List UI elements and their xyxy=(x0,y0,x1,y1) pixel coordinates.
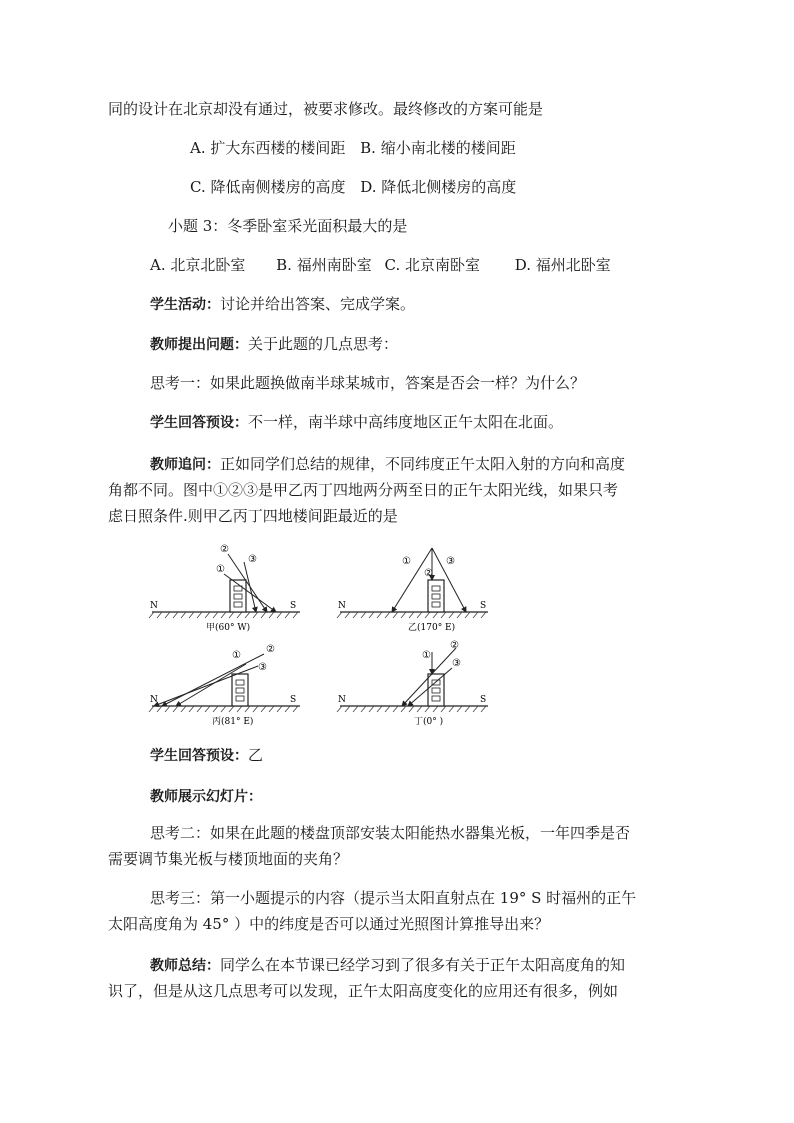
label-circled-3: ③ xyxy=(248,554,257,565)
sun-ray-1 xyxy=(392,548,432,612)
panel-ding xyxy=(337,640,488,727)
student-activity xyxy=(150,294,415,315)
student-activity-text: 讨论并给出答案、完成学案。 xyxy=(220,295,416,313)
label-circled-2: ② xyxy=(424,568,433,579)
label-circled-2: ② xyxy=(266,644,275,655)
sun-ray-2 xyxy=(162,654,264,706)
student-answer-2-label: 学生回答预设： xyxy=(150,748,248,764)
label-south: S xyxy=(290,601,297,611)
label-south: S xyxy=(480,695,487,705)
option-d: D. 降低北侧楼房的高度 xyxy=(360,178,517,196)
option3-c: C. 北京南卧室 xyxy=(384,256,480,274)
think-one: 思考一：如果此题换做南半球某城市，答案是否会一样？为什么？ xyxy=(150,374,586,392)
label-north: N xyxy=(150,601,158,611)
option-b: B. 缩小南北楼的楼间距 xyxy=(360,139,516,157)
caption-ding: 丁(0° ) xyxy=(414,717,444,727)
think-three-line1: 思考三：第一小题提示的内容（提示当太阳直射点在 19° S 时福州的正午 xyxy=(150,889,637,907)
think-two-line1: 思考二：如果在此题的楼盘顶部安装太阳能热水器集光板，一年四季是否 xyxy=(150,824,631,842)
sun-angle-diagram xyxy=(140,540,500,730)
option3-a: A. 北京北卧室 xyxy=(150,256,246,274)
label-circled-2: ② xyxy=(220,544,229,555)
teacher-question-text: 关于此题的几点思考： xyxy=(248,335,399,353)
label-circled-1: ① xyxy=(402,556,411,567)
label-circled-3: ③ xyxy=(446,556,455,567)
ground-hatch xyxy=(337,706,486,712)
teacher-summary-label: 教师总结： xyxy=(150,958,220,974)
panel-yi xyxy=(337,548,488,633)
subquestion-3: 小题 3：冬季卧室采光面积最大的是 xyxy=(168,217,408,235)
teacher-summary-line2: 识了，但是从这几点思考可以发现，正午太阳高度变化的应用还有很多，例如 xyxy=(108,982,619,1000)
student-answer-1-text: 不一样，南半球中高纬度地区正午太阳在北面。 xyxy=(248,413,564,431)
label-south: S xyxy=(290,695,297,705)
teacher-followup-text1: 正如同学们总结的规律，不同纬度正午太阳入射的方向和高度 xyxy=(220,455,626,473)
teacher-summary-text1: 同学么在本节课已经学习到了很多有关于正午太阳高度角的知 xyxy=(220,956,626,974)
label-circled-1: ① xyxy=(216,564,225,575)
option3-b: B. 福州南卧室 xyxy=(276,256,372,274)
ground-hatch xyxy=(149,706,298,712)
option-a: A. 扩大东西楼的楼间距 xyxy=(190,139,346,157)
label-circled-1: ① xyxy=(422,650,431,661)
teacher-followup-line3: 虑日照条件.则甲乙丙丁四地楼间距最近的是 xyxy=(108,507,398,525)
teacher-followup-line2: 角都不同。图中①②③是甲乙丙丁四地两分两至日的正午太阳光线，如果只考 xyxy=(108,481,619,499)
panel-bing xyxy=(149,644,300,727)
panel-jia xyxy=(149,544,300,633)
caption-jia: 甲(60° W) xyxy=(206,623,251,633)
think-three-line2: 太阳高度角为 45° ）中的纬度是否可以通过光照图计算推导出来？ xyxy=(108,915,550,933)
teacher-followup-label: 教师追问： xyxy=(150,457,220,473)
teacher-followup-line1 xyxy=(150,454,625,475)
option-row-3 xyxy=(150,255,611,275)
label-circled-3: ③ xyxy=(452,658,461,669)
student-answer-1-label: 学生回答预设： xyxy=(150,415,248,431)
teacher-question xyxy=(150,334,398,355)
label-south: S xyxy=(480,601,487,611)
think-two-line2: 需要调节集光板与楼顶地面的夹角？ xyxy=(108,850,349,868)
teacher-question-label: 教师提出问题： xyxy=(150,337,248,353)
question-line: 同的设计在北京却没有通过，被要求修改。最终修改的方案可能是 xyxy=(108,100,544,118)
teacher-slide xyxy=(150,786,262,807)
teacher-slide-label: 教师展示幻灯片： xyxy=(150,789,262,805)
student-answer-2 xyxy=(150,745,263,766)
label-north: N xyxy=(338,601,346,611)
label-circled-3: ③ xyxy=(258,662,267,673)
student-answer-2-text: 乙 xyxy=(248,746,264,764)
option3-d: D. 福州北卧室 xyxy=(514,256,611,274)
label-circled-1: ① xyxy=(232,650,241,661)
option-row-cd xyxy=(190,177,516,197)
teacher-summary-line1 xyxy=(150,955,625,976)
label-circled-2: ② xyxy=(450,640,459,651)
student-answer-1 xyxy=(150,412,563,433)
option-row-ab xyxy=(190,138,516,158)
option-c: C. 降低南侧楼房的高度 xyxy=(190,178,346,196)
label-north: N xyxy=(150,695,158,705)
student-activity-label: 学生活动： xyxy=(150,297,220,313)
ground-hatch xyxy=(337,612,486,618)
caption-yi: 乙(170° E) xyxy=(408,623,456,633)
label-north: N xyxy=(338,695,346,705)
caption-bing: 丙(81° E) xyxy=(212,717,254,727)
ground-hatch xyxy=(149,612,298,618)
